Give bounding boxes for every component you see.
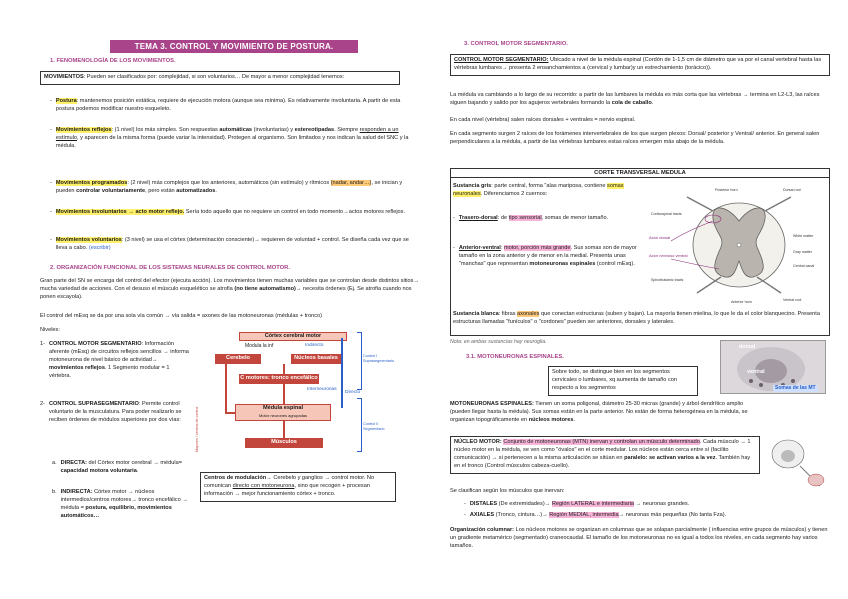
nucleo-motor-illustration: [768, 436, 828, 492]
paragraph-control: El control del mEsq se da por una sola vía común → vía salida = axones de las motoneuronas (médulas + tronco): [40, 313, 323, 319]
diagram-modula: Modula la inf: [245, 343, 274, 349]
page-title: TEMA 3. CONTROL Y MOVIMIENTO DE POSTURA.: [110, 40, 358, 53]
label-white-matter: White matter: [793, 234, 814, 238]
label-corticospinal: Corticospinal tracts: [651, 212, 682, 216]
photo-label-ventral: ventral: [747, 369, 765, 375]
diagram-arrow: [283, 384, 285, 404]
paragraph-clasificacion: Se clasifican según los músculos que inervan:: [450, 488, 565, 494]
label-central-canal: Central canal: [793, 264, 815, 268]
diagram-directo: Directo: [345, 390, 361, 395]
niveles-label: Niveles:: [40, 327, 60, 333]
nivel-1: 1- CONTROL MOTOR SEGMENTARIO: Información aferente (mEsq) de circuitos reflejos sencillos → informa motoneurona de nivel básico de actividad→ movimientos reflejos. 1 Segmento modular = 1 vértebra.: [40, 341, 189, 379]
list-item-reflejos: - Movimientos reflejos: (1 nivel) los más simples. Son respuestas automáticas (involuntarias) y estereotipadas. Siempre responden a un estímulo, y aparecen de la misma forma (puede variar la intensidad). Protegen al organismo. Son limitados y nos indican la salud del SNC y la médula.: [50, 127, 409, 149]
control-diagram: [195, 328, 395, 460]
list-item-distales: - DISTALES (De extremidades)→ Región LATERAL e intermediaria → neuronas grandes.: [464, 501, 690, 507]
section-2-heading: 2. ORGANIZACIÓN FUNCIONAL DE LOS SISTEMAS NEURALES DE CONTROL MOTOR.: [50, 265, 290, 271]
left-column: [40, 0, 428, 599]
diagram-arrow: [283, 364, 285, 374]
spinal-cord-diagram: [647, 181, 829, 309]
label-suprasegmentario: Control I Suprasegmentario: [363, 354, 395, 363]
diagram-interneuronas: Interneuronas: [307, 387, 337, 392]
bracket-segmentario: [357, 398, 362, 452]
corte-transversal-box: [450, 168, 830, 336]
diagram-medula-title: Médula espinal: [262, 405, 304, 411]
bracket-suprasegmentario: [357, 332, 362, 390]
diagram-arrow-directo: [341, 338, 343, 408]
cuerno-ventral: - Anterior-ventral: motor, porción más grande. Sus somas son de mayor tamaño en la zona anterior y de menor en la medial. Presenta unas "manchas" que representan motoneuronas espinales (control mEsq).: [453, 245, 637, 267]
label-gray-matter: Gray matter: [793, 250, 812, 254]
diagram-arrow: [225, 412, 235, 414]
diagram-cortex: Córtex cerebral motor: [239, 332, 347, 341]
list-item-axiales: - AXIALES (Tronco, cintura…)→ Región MEDIAL, intermedia→ neuronas más pequeñas (No tanta Fza).: [464, 512, 727, 518]
central-canal-shape: [737, 243, 741, 247]
paragraph-sn: Gran parte del SN se encarga del control del efector (ejecuta acción). Los movimientos tienen muchas variables que se controlan desde distintos sitios→ mucha variedad de acciones. Con el desuso el músculo esquelético se atrofia (no tiene automatismo)→ necesita órdenes (Ej. Se atrofia cuando nos ponen escayola).: [40, 278, 420, 300]
via-indirecta: b. INDIRECTA: Córtex motor → núcleos intermedios/centros motores→ tronco encefálico → médula = postura, equilibrio, movimientos automáticos…: [52, 489, 188, 519]
photo-caption: Somas de las MT: [775, 385, 816, 391]
diagram-motores: C motores: tronco encefálico: [239, 374, 319, 384]
illus-muscle-shape: [808, 474, 824, 486]
photo-label-dorsal: dorsal: [739, 344, 756, 350]
nota-neuroglia: Nota: en ambas sustancias hay neuroglia.: [450, 339, 547, 345]
sustancia-blanca: Sustancia blanca: fibras axonales que conectan estructuras (suben y bajan). La mayoría tienen mielina, lo que le da el color blanquecino. Presenta estructuras llamadas "funículos" o "cordones" pueden ser anteriores, dorsales y laterales.: [453, 311, 820, 325]
corte-title: CORTE TRANSVERSAL MEDULA: [451, 169, 829, 178]
nivel-2: 2- CONTROL SUPRASEGMENTARIO: Permite control voluntario de la musculatura. Para poder realizarlo se reciben órdenes de módulos superiores por dos vías:: [40, 401, 182, 423]
sustancia-gris: Sustancia gris: parte central, forma "alas mariposa, contiene somas neuronales. Diferenciamos 2 cuernos:: [453, 183, 624, 197]
paragraph-organizacion: Organización columnar: Los núcleos motores se organizan en columnas que se solapan parcialmente ( influencias entre grupos de músculos) y tienen un gradiente metamérico (segmentado) craneocaudal. El tamaño de los motoneuronas no es igual a todos los niveles, en cada segmento hay varios tamaños.: [450, 527, 828, 549]
nucleo-motor-box: NÚCLEO MOTOR: Conjunto de motoneuronas (MTN) inervan y controlan un músculo determinado. Cada músculo → 1 núcleo motor en la médula, se ven como "óvalos" en el corte medular. Los núcleos están cerca entre sí (facilito comunicación) → si pertenecen a la misma articulación se sitúan en paralelo: se activan varios a la vez. También hay en el tronco (Control músculos cabeza-cuello).: [450, 436, 760, 474]
label-segmentario: Control II Segmentario: [363, 422, 385, 431]
label-ventral-root: Ventral root: [783, 298, 802, 302]
diagram-indirecto: Indirecto: [305, 343, 324, 348]
label-axon-dorsal: Axón dorsal: [649, 235, 671, 240]
section-3-heading: 3. CONTROL MOTOR SEGMENTARIO.: [464, 41, 569, 47]
diagram-medula: [235, 404, 331, 421]
diagram-nucleos: Núcleos basales: [291, 354, 341, 364]
paragraph-medula: La médula va cambiando a lo largo de su recorrido: a partir de las lumbares la médula es más corta que las vértebras → termina en L2-L3, las raíces siguen bajando y salido por los agujeros vertebrales formando la cola de caballo.: [450, 92, 820, 106]
via-directa: a. DIRECTA: del Córtex motor cerebral → médula= capacidad motora voluntaria.: [52, 460, 182, 474]
diagram-medula-sub: Motor neurones agrupadas: [258, 412, 308, 418]
label-posterior-horn: Posterior horn: [715, 188, 738, 192]
illus-gray-shape: [781, 450, 795, 462]
cuerno-dorsal: - Trasero-dorsal: de tipo sensorial, somas de menor tamaño.: [453, 215, 609, 221]
paragraph-motoneuronas: MOTONEURONAS ESPINALES: Tienen un soma poligonal, diámetro 25-30 micras (grande) y árbol dendrítico amplio (pueden llegar hasta la médula). Sus somas están en la parte anterior. No están de forma heterogénea en la médula, se organizan topográficamente en núcleos motores.: [450, 401, 748, 423]
list-item-programados: - Movimientos programados: (2 nivel) más complejos que los anteriores, automáticos (sin estímulo) y rítmicos (nadar, andar…), se inician y pueden controlar voluntariamente, pero están automatizados.: [50, 180, 403, 194]
diagram-side-label: Mayores / centros de control: [195, 406, 199, 452]
motoneurons-photo: [720, 340, 826, 394]
list-item-involuntarios: - Movimientos involuntarios → acto motor reflejo. Sería todo aquello que no requiere un control en todo momento→actos motores reflejos.: [50, 209, 406, 215]
paragraph-segmento: En cada segmento surgen 2 raíces de los forámenes intervertebrales de los que surgen plexos: Dorsal/ posterior y Ventral/ anterior. En general salen perpendiculares a la médula, a partir de las vértebras lumbares estas raíces emergen más abajo de la médula.: [450, 131, 820, 145]
label-anterior-horn: Anterior horn: [731, 300, 752, 304]
diagram-arrow: [225, 364, 227, 412]
right-column: [450, 0, 832, 599]
movimientos-box: MOVIMIENTOS: Pueden ser clasificados por: complejidad, si son voluntarios… De mayor a menor complejidad tenemos:: [40, 71, 400, 85]
paragraph-raices: En cada nivel (vértebra) salen raíces dorsales + ventrales = nervio espinal.: [450, 117, 636, 123]
photo-soma: [791, 379, 795, 383]
photo-soma: [759, 383, 763, 387]
label-axon-ventral: Axón nervioso ventral: [649, 253, 688, 258]
segmentario-box: CONTROL MOTOR SEGMENTARIO: Ubicado a nivel de la médula espinal (Cordón de 1-1,5 cm de diámetro que va por el canal vertebral hasta las vértebras lumbares→ presenta 2 ensanchamientos a (cervical y lumbar)y un estrechamiento (torácico)).: [450, 54, 830, 76]
list-item-postura: - Postura: mantenemos posición estática, requiere de ejecución motora (aunque sea mínima). Es relativamente involuntaria. A partir de esta postura podemos modificar nuestro esqueleto.: [50, 98, 401, 112]
list-item-voluntarios: - Movimientos voluntarios: (3 nivel) se usa el córtex (determinación consciente)→ requieren de voluntad + control. Se diseña cada vez que se lleva a cabo. (escribir): [50, 237, 409, 251]
section-31-heading: 3.1. MOTONEURONAS ESPINALES.: [466, 354, 564, 360]
diagram-cerebelo: Cerebelo: [215, 354, 261, 364]
side-note-box: Sobre todo, se distingue bien en los segmentos cervicales o lumbares, xq aumenta de tamaño con respecto a los segmentos: [548, 366, 698, 396]
diagram-musculos: Músculos: [245, 438, 323, 448]
photo-soma: [749, 379, 753, 383]
label-spinothalamic: Spinothalamic tracts: [651, 278, 684, 282]
section-1-heading: 1. FENOMENOLOGÍA DE LOS MOVIMIENTOS.: [50, 58, 176, 64]
diagram-arrow: [283, 421, 285, 438]
label-dorsal-root: Dorsal root: [783, 188, 801, 192]
modulacion-box: Centros de modulación→ Cerebelo y ganglios → control motor. No comunican directo con motoneurona, sino que recogen + procesan información → mejor funcionamiento córtex + tronco.: [200, 472, 396, 502]
